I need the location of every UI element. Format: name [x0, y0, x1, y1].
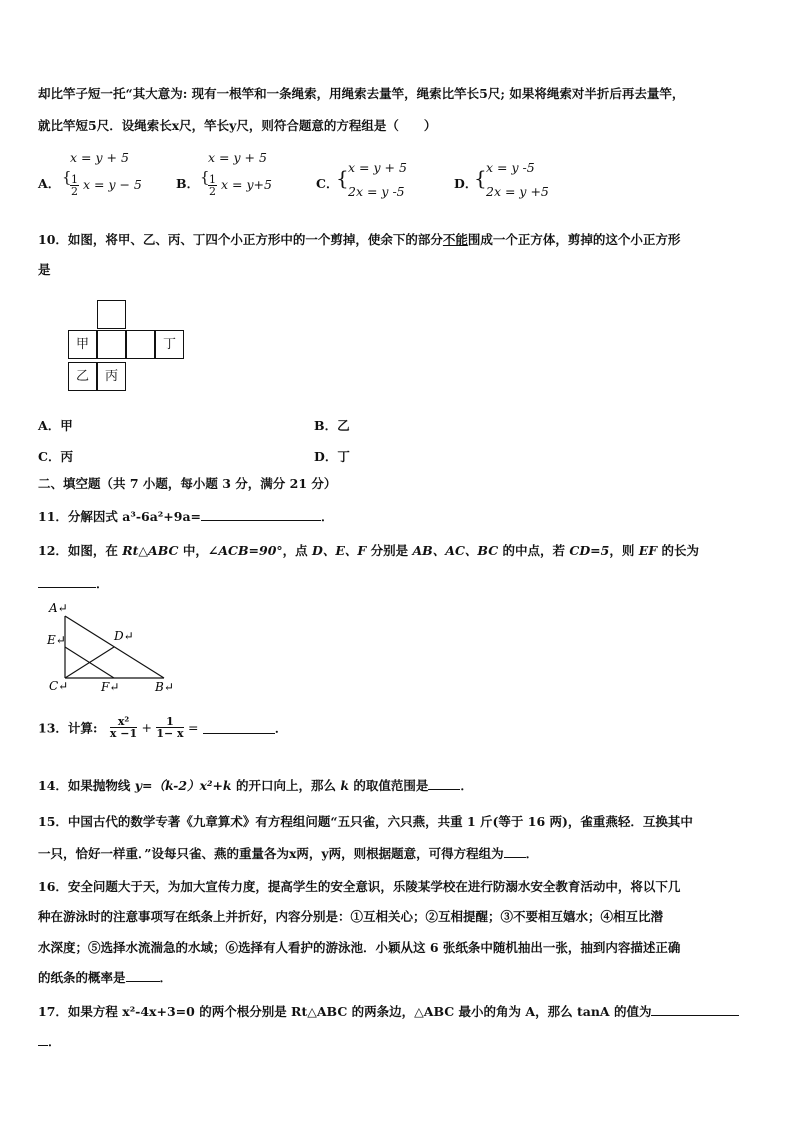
answer-blank[interactable]	[504, 845, 526, 858]
answer-blank[interactable]	[651, 1003, 739, 1016]
equation-1: x = y + 5	[208, 150, 267, 165]
answer-blank[interactable]	[428, 777, 460, 790]
brace-icon: {	[336, 166, 349, 190]
q12-line2: ．	[38, 574, 109, 592]
q11: 11．分解因式 a³-6a²+9a= ．	[38, 509, 334, 524]
label-e: E↵	[47, 633, 66, 647]
label-c: C↵	[49, 679, 69, 693]
q16-line2: 种在游泳时的注意事项写在纸条上并折好，内容分别是：①互相关心；②互相提醒；③不要相互嬉水；④相互比潜	[38, 909, 664, 924]
net-cell-middle	[97, 330, 126, 359]
brace-icon: {	[474, 166, 487, 190]
equation-1: x = y + 5	[70, 150, 129, 165]
q10-line1: 10．如图，将甲、乙、丙、丁四个小正方形中的一个剪掉，使余下的部分不能围成一个正方体，剪掉的这个小正方形	[38, 232, 681, 247]
net-cell-bing: 丙	[97, 362, 126, 391]
q16-line1: 16．安全问题大于天，为加大宣传力度，提高学生的安全意识，乐陵某学校在进行防溺水安全教育活动中，将以下几	[38, 879, 681, 894]
answer-blank[interactable]	[38, 575, 96, 588]
q16-line4: 的纸条的概率是 ．	[38, 970, 173, 985]
label-f: F↵	[101, 680, 120, 694]
q13: 13．计算: $\frac{\text{x²}}{x -1}$ + $\frac{1}{1- x}$ = ．	[38, 715, 288, 740]
equation-1: x = y -5	[486, 160, 535, 175]
answer-blank[interactable]	[201, 508, 321, 521]
option-label: D．	[454, 176, 478, 191]
option-label: B．	[176, 176, 200, 191]
answer-blank[interactable]	[126, 969, 160, 982]
equation-2: 2x = y -5	[348, 184, 405, 199]
brace-icon: {	[200, 168, 210, 186]
net-cell-jia: 甲	[68, 330, 97, 359]
q17-line2: ．	[38, 1032, 61, 1050]
net-cell-ding: 丁	[155, 330, 184, 359]
label-a: A↵	[49, 601, 68, 615]
q10-option-c[interactable]: C．丙	[38, 449, 73, 464]
q10-option-a[interactable]: A．甲	[38, 418, 73, 433]
equation-2: 2x = y +5	[486, 184, 549, 199]
brace-icon: {	[62, 168, 72, 186]
q15-line1: 15．中国古代的数学专著《九章算术》有方程组问题“五只雀，六只燕，共重 1 斤(等于 16 两)，雀重燕轻．互换其中	[38, 814, 693, 829]
q10-line2: 是	[38, 262, 51, 277]
answer-blank[interactable]	[203, 721, 275, 734]
equation-2: $\frac{1}{2}$ x = y+5	[209, 173, 272, 198]
q10-option-d[interactable]: D．丁	[314, 449, 350, 464]
q10-option-b[interactable]: B．乙	[314, 418, 350, 433]
option-label: C．	[316, 176, 339, 191]
answer-blank-continued[interactable]	[38, 1033, 48, 1046]
option-label: A．	[38, 176, 61, 191]
net-cell-yi: 乙	[68, 362, 97, 391]
q17-line1: 17．如果方程 x²-4x+3=0 的两个根分别是 Rt△ABC 的两条边，△ABC 最小的角为 A，那么 tanA 的值为	[38, 1002, 739, 1020]
q14: 14．如果抛物线 y=（k-2）x²+k 的开口向上，那么 k 的取值范围是 ．	[38, 778, 473, 793]
equation-1: x = y + 5	[348, 160, 407, 175]
equation-2: $\frac{1}{2}$ x = y − 5	[71, 173, 142, 198]
net-cell-top	[97, 300, 126, 329]
label-b: B↵	[155, 680, 174, 694]
q9-line1: 却比竿子短一托“其大意为: 现有一根竿和一条绳索，用绳索去量竿，绳索比竿长5尺; 如果将绳索对半折后再去量竿，	[38, 86, 685, 101]
q9-line2: 就比竿短5尺．设绳索长x尺，竿长y尺，则符合题意的方程组是（ ）	[38, 118, 437, 133]
triangle-figure	[40, 598, 180, 698]
label-d: D↵	[114, 629, 134, 643]
net-cell-middle-2	[126, 330, 155, 359]
section-heading: 二、填空题（共 7 小题，每小题 3 分，满分 21 分）	[38, 476, 337, 491]
q15-line2: 一只，恰好一样重．”设每只雀、燕的重量各为x两，y两，则根据题意，可得方程组为 ．	[38, 846, 539, 861]
q12-line1: 12．如图，在 Rt△ABC 中，∠ACB=90°，点 D、E、F 分别是 AB、AC、BC 的中点，若 CD=5，则 EF 的长为	[38, 543, 699, 558]
q16-line3: 水深度；⑤选择水流湍急的水域；⑥选择有人看护的游泳池．小颖从这 6 张纸条中随机抽出一张，抽到内容描述正确	[38, 940, 681, 955]
